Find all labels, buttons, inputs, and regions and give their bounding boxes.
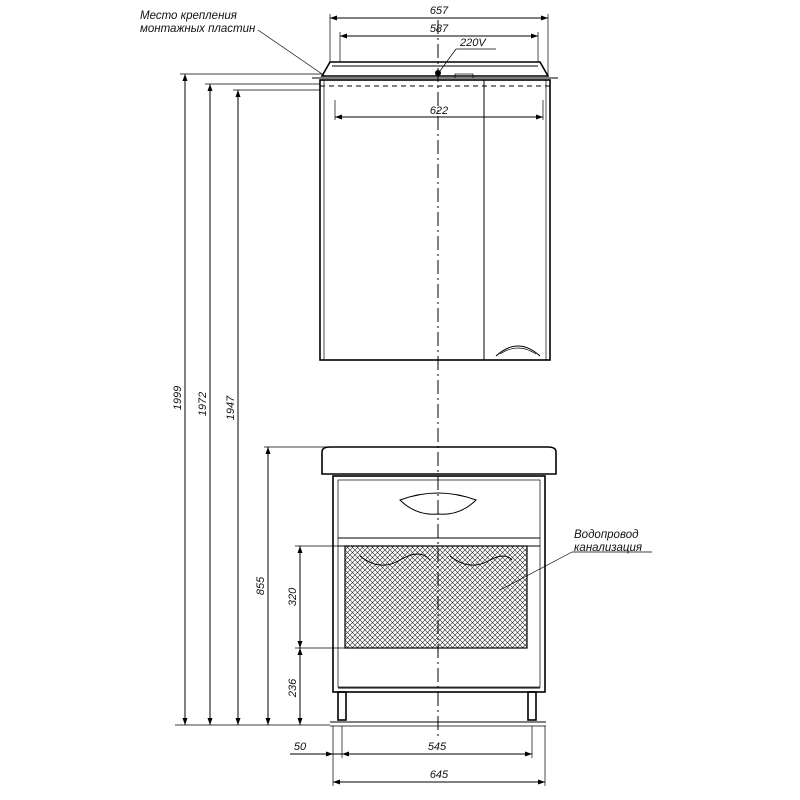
dim-vanity-height: 855 (255, 576, 267, 596)
vanity-unit (322, 447, 556, 726)
dim-leg-offset: 50 (293, 741, 307, 753)
dim-mirror-body-width: 622 (429, 105, 449, 117)
dim-voltage: 220V (460, 37, 486, 49)
dim-vanity-width: 645 (429, 769, 449, 781)
top-dimensions (258, 14, 548, 120)
note-water-line2: канализация (574, 542, 643, 554)
mesh-panel (345, 546, 527, 648)
dim-height-plates: 1972 (197, 391, 209, 417)
dim-pipe-zone-height: 320 (287, 587, 299, 607)
dim-mirror-total-width: 657 (429, 5, 449, 17)
note-mount-line1: Место крепления (140, 10, 237, 22)
bottom-dimensions (290, 726, 545, 786)
dim-mirror-inner-width: 587 (429, 23, 449, 35)
dim-height-top: 1999 (172, 385, 184, 411)
note-mount-line2: монтажных пластин (140, 23, 256, 35)
dim-pipe-floor-height: 236 (287, 678, 299, 698)
note-water-line1: Водопровод (574, 529, 639, 541)
dim-leg-span: 545 (427, 741, 447, 753)
dim-height-cabinet-top: 1947 (225, 395, 237, 421)
